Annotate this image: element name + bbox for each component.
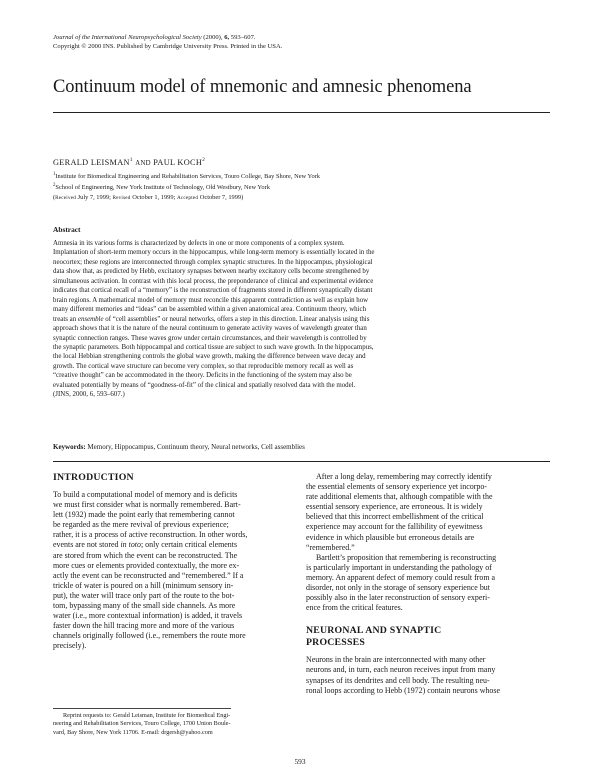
abstract-line: “creative thought” can be accommodated in the theory. Deficits in the functioning of the system may also be [53, 372, 352, 380]
text-line: are stored from which the event can be reconstructed. The [53, 550, 238, 560]
keywords [53, 443, 550, 452]
text-line: believed that this incorrect embellishment of the critical [306, 512, 484, 522]
copyright-line: Copyright © 2000 INS. Published by Cambridge University Press. Printed in the USA. [53, 43, 283, 50]
article-title: Continuum model of mnemonic and amnesic phenomena [53, 77, 472, 97]
text-line-start: events are not stored [53, 540, 119, 550]
revised-label: Revised [112, 195, 131, 201]
author-joiner: AND [135, 159, 151, 167]
author-2-mark: 2 [202, 157, 206, 163]
text-line: we must first consider what is normally remembered. Bart- [53, 500, 241, 510]
ensemble-emphasis: ensemble [77, 315, 104, 323]
text-line: After a long delay, remembering may correctly identify [316, 472, 492, 481]
keywords-list: Memory, Hippocampus, Continuum theory, Neural networks, Cell assemblies [87, 443, 305, 451]
abstract-divider [53, 461, 550, 462]
abstract-line: brain regions. A mathematical model of memory must reconcile this apparent contradiction as well as explain how [53, 296, 369, 304]
abstract-heading: Abstract [53, 225, 81, 234]
text-line [53, 540, 297, 550]
abstract-line [53, 315, 550, 324]
journal-name: Journal of the International Neuropsychological Society [53, 34, 202, 41]
affiliation-1-text: Institute for Biomedical Engineering and Rehabilitation Services, Touro College, Bay Shore, New York [55, 173, 321, 181]
abstract-body [53, 239, 550, 400]
received-date: July 7, 1999; [77, 194, 111, 201]
abstract-line: neocortex; these regions are interconnected through complex synaptic structures. In the hippocampus, physiological [53, 258, 373, 266]
text-line: disorder, not only in the storage of sensory experience but [306, 583, 490, 593]
text-line: actly the event can be reconstructed and “remembered.” If a [53, 570, 244, 580]
introduction-heading: INTRODUCTION [53, 472, 134, 483]
text-line: put), the water will trace only part of the route to the bot- [53, 590, 235, 600]
text-line: be regarded as the mere revival of previous experience; [53, 520, 229, 530]
text-line: is particularly important in understanding the pathology of [306, 562, 492, 572]
reprint-footnote [53, 712, 303, 737]
abstract-line: the synaptic parameters. Both hippocampal and cortical tissue are subject to such wave growth. In the hippocampus, [53, 343, 374, 351]
abstract-line: simultaneous activation. In contrast with this local process, the preponderance of clinical and experimental evidence [53, 277, 374, 285]
author-1: GERALD LEISMAN [53, 157, 130, 167]
left-column [53, 472, 297, 652]
author-1-mark: 1 [129, 157, 133, 163]
footnote-line: neering and Rehabilitation Services, Touro College, 1700 Union Boule- [53, 720, 231, 728]
text-line: lett (1932) made the point early that remembering cannot [53, 510, 235, 520]
paragraph-bartlett [306, 553, 550, 614]
journal-citation [53, 33, 553, 42]
text-line: essential sensory experience, are erroneous. It is widely [306, 502, 483, 512]
author-line [53, 155, 553, 169]
affiliation-1-mark: 1 [53, 172, 56, 177]
affiliation-1 [53, 170, 553, 181]
paragraph-delay [306, 472, 550, 553]
footnote-divider [53, 708, 231, 709]
in-toto-emphasis: in toto [120, 540, 141, 550]
heading-line: PROCESSES [306, 637, 365, 649]
text-line: the essential elements of sensory experience yet incorpo- [306, 482, 487, 492]
journal-header [53, 33, 553, 51]
text-line: evidence in which plausible but erroneous details are [306, 532, 475, 542]
paragraph-neurons [306, 655, 550, 695]
text-line: ronal loops according to Hebb (1972) contain neurons whose [306, 685, 500, 695]
abstract-line-end: of “cell assemblies” or neural networks, offers a step in this direction. Linear analysis using this [105, 315, 370, 323]
affiliations [53, 170, 553, 192]
text-line: precisely). [53, 641, 87, 651]
text-line: trickle of water is poured on a hill (minimum sensory in- [53, 580, 234, 590]
journal-volume: 6, [224, 34, 230, 41]
text-line: rather, it is a process of active reconstruction. In other words, [53, 530, 248, 540]
article-dates: (Received July 7, 1999; Revised October 1, 1999; Accepted October 7, 1999) [53, 194, 244, 201]
text-line: faster down the hill tracing more and more of the various [53, 621, 235, 631]
text-line: water (i.e., more contextual information) is added, it travels [53, 611, 243, 621]
text-line: ence from the critical features. [306, 603, 403, 613]
journal-pages: 593–607. [230, 34, 256, 41]
footnote-line: vard, Bay Shore, New York 11706. E-mail: drgersh@yahoo.com [53, 728, 213, 736]
affiliation-2-mark: 2 [53, 183, 56, 189]
abstract-line: the local Hebbian strengthening controls the global wave growth, making the difference between wave decay and [53, 353, 366, 361]
footnote-line: Reprint requests to: Gerald Leisman, Institute for Biomedical Engi- [63, 712, 231, 719]
abstract-line: indicates that cortical recall of a “memory” is the reconstruction of fragments stored in different synaptically distant [53, 287, 373, 295]
affiliation-2 [53, 181, 553, 192]
text-line: Bartlett’s proposition that remembering is reconstructing [316, 552, 497, 562]
right-column [306, 472, 550, 696]
abstract-citation: (JINS, 2000, 6, 593–607.) [53, 391, 125, 399]
neuronal-section-heading [306, 625, 550, 649]
abstract-line: evaluated potentially by means of “goodness-of-fit” of the clinical and spatially resolved data with the model. [53, 381, 356, 389]
text-line: channels originally followed (i.e., remembers the route more [53, 631, 246, 641]
revised-date: October 1, 1999; [132, 194, 176, 201]
text-line: rate additional elements that, although compatible with the [306, 492, 493, 502]
abstract-line: many different memories and “ideas” can be assembled within a given anatomical area. Continuum theory, which [53, 306, 367, 314]
accepted-date: October 7, 1999) [199, 194, 244, 201]
abstract-line: data show that, as predicted by Hebb, excitatory synapses between nearby excitatory cells become strengthened by [53, 268, 370, 276]
text-line: tom, bypassing many of the small side channels. As more [53, 601, 236, 611]
journal-year: (2000), [203, 34, 223, 41]
author-2: PAUL KOCH [153, 157, 203, 167]
keywords-label: Keywords: [53, 443, 86, 451]
abstract-line-start: treats an [53, 315, 77, 323]
page-number: 593 [294, 757, 306, 766]
abstract-line: Implantation of short-term memory occurs in the hippocampus, while long-term memory is essentially located in the [53, 249, 375, 257]
text-line-end: ; only certain critical elements [140, 540, 238, 550]
text-line: possibly also in the later reconstruction of sensory experi- [306, 593, 490, 603]
abstract-line: Amnesia in its various forms is characterized by defects in one or more components of a complex system. [53, 240, 345, 247]
text-line: Neurons in the brain are interconnected with many other [306, 655, 486, 665]
heading-line: NEURONAL AND SYNAPTIC [306, 625, 442, 637]
accepted-label: Accepted [176, 195, 199, 201]
text-line: To build a computational model of memory and is deficits [53, 490, 238, 499]
introduction-paragraph [53, 490, 297, 652]
text-line: more cues or elements provided contextually, the more ex- [53, 560, 240, 570]
text-line: neurons and, in turn, each neuron receives input from many [306, 665, 496, 675]
abstract-line: synaptic connection ranges. These waves grow under certain circumstances, and their wavelength is controlled by [53, 334, 367, 342]
abstract-line: growth. The cortical wave structure can become very complex, so that reproducible memory recall as well as [53, 362, 354, 370]
text-line: “remembered.” [306, 542, 355, 552]
received-label: Received [55, 195, 77, 201]
text-line: experience may account for the fallibility of eyewitness [306, 522, 483, 532]
text-line: memory. An apparent defect of memory could result from a [306, 572, 496, 582]
title-divider [53, 112, 550, 113]
abstract-line: approach shows that it is the nature of the neural continuum to generate activity waves of wavelength greater than [53, 325, 367, 333]
affiliation-2-text: School of Engineering, New York Institute of Technology, Old Westbury, New York [55, 184, 270, 192]
text-line: synapses of its dendrites and cell body. The resulting neu- [306, 675, 490, 685]
